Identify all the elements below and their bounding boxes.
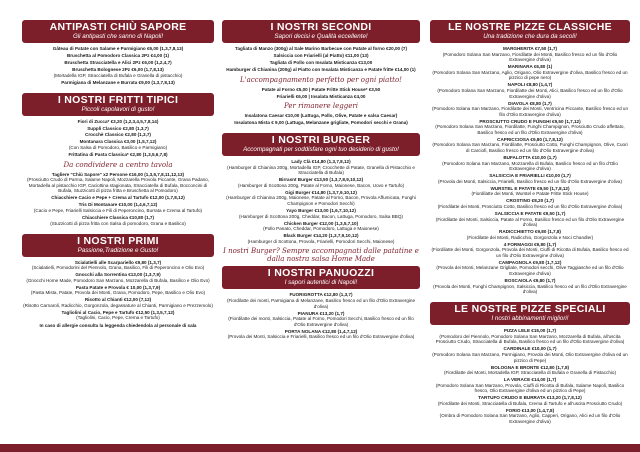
menu-item-description: (Hamburger di Scottona 200g, Cheddar, Bacon, Lattuga, Pomodoro, Salsa BBQ) [239,213,403,219]
menu-item-name: Tagliata di Manzo (300g) al Sale Marino Barbecue con Patate al forno €20,00 (7) [235,46,407,51]
menu-item-name: PORTA NOLANA €12,80 (1,4,7,12) [284,328,358,334]
menu-item-description: (Fiordilatte dei monti, Salsiccia, Patate al Forno, Pomodori Secchi, Basilico fresco ed un filo d'Olio Extravergine d'oliva) [228,316,414,327]
menu-item [22,202,214,213]
menu-item-name: TARTUFO CRUDO E BURRATA €13,20 (1,7,8,12) [478,395,582,401]
classiche-title: LE NOSTRE PIZZE CLASSICHE [448,21,612,33]
classiche-list [430,46,630,295]
secondi-header [222,20,420,43]
menu-item-description: (Prosciutto Crudo di Parma, Salame Napoli, Mozzarella Provola Piccante, Grana Padano, Mortadella al pistacchio IGP, Caciottina stagionata, Stracciatella di Bufala, Bocconcini di Bufala, Stuzzicotti di pizza fritta e Bruschetta al Pomodoro) [26,177,210,194]
menu-item-description: (Pomodoro Solana San Marzano, Fiordilatte dei Monti, Ventricina Piccante, Basilico fresco ed un filo d'Olio Extravergine d'oliva) [431,106,629,117]
menu-item [430,101,630,118]
menu-item [222,120,420,126]
menu-item-name: Lady Clà €14,80 (1,3,7,8,12) [291,159,351,165]
menu-item-description: (Fiordilatte dei Monti, Gorgonzola, Provola dei Monti, Ciuffi di Ricotta di Bufala, Basilico fresco ed un filo d'Olio Extravergine d'oliva) [431,247,629,258]
menu-item-name: CAMPAGNOLA €9,80 (1,7,12) [498,259,562,265]
menu-item-description: (Pomodoro Solana San Marzano, Aglio, Origano, Olio Extravergine d'oliva, Basilico fresco ed un pizzico di pepe nero) [432,69,628,81]
secondi-title: I NOSTRI SECONDI [270,21,372,33]
antipasti-subtitle: Gli antipasti che sanno di Napoli! [72,33,164,40]
menu-item-name: SALSICCIA E PATATE €9,50 (1,7) [494,210,566,216]
menu-item-name: SALSICCIA E FRIARIELLI €10,00 (1,7) [489,173,571,179]
menu-item-name: Chiacchiere Cacio e Pepe + Crema al Tartufo €12,00 (1,7,8,12) [51,195,185,201]
menu-item-name: Birrasnt Burger €13,50 (1,3,7,8,9,10,12) [278,177,364,183]
fritti-subtitle: Piccoli capolavori di gusto! [81,105,155,113]
menu-item [222,53,420,59]
menu-item-name: BUFALOTTA €10,00 (1,7) [503,155,557,161]
fritti-header [22,93,214,116]
menu-item-description: (Fiordilatte dei Monti, Stracciatella di Bufala, Crema di Tartufo e all'uscita Prosciutto Crudo) [437,400,623,406]
menu-item-name: Montanara Classica €3,00 (1,5,7,12) [79,139,157,145]
menu-item-name: Gnocchi alla Sorrentina €13,00 (1,3,7,9) [75,272,161,278]
menu-item [430,198,630,209]
menu-item-name: Yayo Burger €13,00 (1,6,7,10,12) [286,208,356,214]
menu-item-description: (Cacio e Pepe, Friarielli Salsiccia e Fili di Peperoncino, Burrata e Crema al Tartufo) [33,207,203,213]
menu-item-description: (Provola dei Monti, Salsiccia e Friarielli, Basilico fresco ed un filo d'Olio Extravergine d'oliva) [227,334,415,340]
menu-item-name: Insalatona Caesar €10,00 (Lattuga, Pollo, Olive, Patate e salsa Caesar) [244,113,398,119]
menu-item [222,46,420,52]
menu-item-name: Black Burger €14,20 (1,3,7,9,10,12) [283,233,359,239]
menu-item [430,328,630,345]
menu-item-name: Supplì Classico €2,80 (1,3,7) [87,125,149,131]
panuozzi-subtitle: I sapori autentici di Napoli! [284,279,358,287]
menu-item-name: WURSTEL E PATATE €9,50 (1,7,8,12) [490,185,570,191]
menu-item-description: (Ombra di Pomodoro Solana San Marzano, Aglio, Capperi, Origano, Alici ed un filo d'Olio Extravergine d'oliva) [439,413,621,425]
menu-item [430,46,630,63]
menu-item-description: (Pomodoro del Piennolo, Pomodoro Solana San Marzano, Mozzarella di Bufala, all'uscita Prosciutto Crudo, Stracciatella di Bufala, Basilico fresco ed un filo d'Olio Extravergine d'oliva) [435,333,625,345]
panuozzi-header [222,266,420,289]
menu-item-name: MARGHERITA €7,50 (1,7) [502,46,558,51]
menu-item-description: (Fiordilatte dei Monti, Salsiccia, Patate al Forno, Basilico fresco ed un filo d'Olio Extravergine d'oliva) [435,216,625,228]
menu-item-description: (Pasta Mista, Patate, Provola dei Monti, Grana, Pomodoro, Pepe, Basilico e Olio Evo) [30,290,206,296]
antipasti-title: ANTIPASTI CHIÙ SAPORE [49,21,187,33]
panuozzi-list [222,292,420,340]
column-left [22,20,214,328]
menu-item-name: BOLOGNA E BRONTE €12,80 (1,7,8) [490,364,570,370]
menu-item-name: BOSCAIOLA €9,80 (1,7) [504,278,556,284]
menu-item [222,60,420,66]
menu-item [222,67,420,73]
menu-item-description: (Stuzzicotti di pizza fritta con Salsa di pomodoro, Grana e Basilico) [50,220,186,226]
menu-item-name: Friarielli €6,00 | Insalata Misticanza €4,00 [276,93,366,99]
menu-item [22,152,214,158]
menu-item-name: NAPOLI €8,80 (1,4,7) [507,82,553,88]
menu-item-description: (Risotto Carnaroli, Radicchio, Gorgonzola, degassature al Chianti, Parmigiano e Prezzemolo) [23,302,213,308]
menu-item [430,119,630,136]
menu-item [430,155,630,172]
menu-item [430,64,630,81]
burger-list [222,159,420,244]
menu-item-name: Parmigiana di Melanzane e Burrata €9,00 (1,3,7,8,13) [61,79,175,85]
burger-header [222,133,420,156]
menu-item [22,195,214,201]
menu-item [22,46,214,52]
menu-item-name: Bruschetta Bolognese 2Pz €6,00 (1,7,8,13) [72,66,164,72]
menu-item-name: Frittatina di Pasta Classica* €2,80 (1,3,5,6,7,8) [68,152,168,158]
menu-item-name: Chiacchiere Classica €10,80 (1,7) [81,214,154,220]
menu-item [222,190,420,207]
menu-item-description: (Tagliolini, Cacio, Pepe, Crema e Tartufo) [76,315,160,321]
menu-item-description: (Provola dei Monti, Melanzane Grigliate, Pomodori secchi, Olive Taggiasche ed un filo d'Olio Extravergine d'oliva) [436,265,624,277]
primi-list [22,260,214,322]
burger-title: I NOSTRI BURGER [271,134,371,147]
menu-item [222,329,420,340]
sides-list [222,87,420,100]
menu-item-name: CARDINALE €10,00 (1,7) [503,346,557,352]
menu-item [222,233,420,244]
menu-item-name: MARINARA €6,80 (1) [507,64,553,70]
menu-item-description: (Fiordilatte dei monti, Parmigiana di Melanzane, Basilico fresco ed un filo d'Olio Extravergine d'oliva) [226,297,416,309]
menu-item [430,408,630,425]
menu-item-name: Patate al Forno €5,00 | Patate Fritte Stick House* €3,50 [261,86,381,92]
allergy-note: In caso di allergie consulta la leggenda chiedendola al personale di sala [39,323,197,329]
menu-item-name: Scialatielli alle Scarpariello €9,80 (1,3,7) [74,259,162,265]
menu-item [22,126,214,132]
column-center [222,20,420,341]
bottom-band [0,444,640,452]
menu-item-description: (Con Salsa di Pomodoro, Basilico e Parmigiano) [68,145,168,151]
menu-item-description: (Pomodoro Solana San Marzano, Fiordilatte, Prosciutto Cotto, Funghi Champignon, Olive, Cuori di Carciofi, Basilico fresco ed un filo d'Olio Extravergine d'oliva) [432,142,628,154]
menu-item [430,377,630,394]
speciali-subtitle: I nostri abbinamenti migliori! [491,315,569,323]
menu-item-name: Tris Di Montanare €10,00 (1,4,6,7,12) [78,202,158,208]
speciali-header [430,302,630,325]
classiche-header [430,20,630,43]
menu-item-name: Hamburger di Chianina (200g) al Piatto con Insalata Misticanza e Patate fritte €14,00 (1) [226,66,416,72]
menu-item-name: FORIO €13,00 (1,4,7,8) [505,407,555,413]
menu-item-description: (Hamburger di Chianina 200g, Mortadella IGP, Crocchette di Patate, Granella di Pistacchio e Stracciatella di Bufala) [227,164,415,176]
menu-item-description: (Hamburger di Chianina 200g, Maionese, Patate al Forno, Bacon, Provola Affumicata, Funghi Champignon e Pomodori Secchi) [226,195,416,207]
menu-item-name: Tagliolini al Cacio, Pepe e Tartufo €12,50 (1,3,5,7,12) [61,309,175,315]
menu-item [22,80,214,86]
menu-item [430,211,630,228]
menu-item-name: 4 FORMAGGI €9,80 (1,7) [503,241,557,247]
menu-item-name: PIZZA LELE €15,00 (1,7) [503,328,557,334]
fritti-list [22,119,214,158]
menu-item [430,242,630,259]
menu-item [222,311,420,328]
menu-item [22,215,214,226]
primi-title: I NOSTRI PRIMI [77,234,159,247]
menu-item-description: (Provola dei Monti, Funghi Champignon, Salsiccia, Basilico fresco ed un filo d'Olio Extravergine d'oliva) [433,283,627,295]
menu-item-name: RADICCHIETTO €9,80 (1,7,8) [499,229,561,235]
menu-item [222,94,420,100]
menu-item [222,177,420,188]
menu-item [430,186,630,197]
primi-header [22,234,214,257]
menu-item [430,173,630,184]
menu-item-description: (Pomodoro Solana San Marzano, Mozzarella di Bufala, Basilico fresco ed un filo d'Olio Extravergine d'oliva) [442,160,618,172]
menu-item [22,53,214,59]
secondi-list [222,46,420,73]
menu-item-description: (Pomodoro Solana San Marzano, Parmigiano, Provola dei Monti, Olio Extravergine d'oliva ed un pizzico di Pepe) [432,351,628,363]
column-right [430,20,630,426]
menu-item [430,346,630,363]
menu-item [430,137,630,154]
primi-subtitle: Passione,Tradizione e Gusto! [77,246,159,254]
menu-item-description: (Pomodoro Solana San Marzano, Provola, Ciuffi di Ricotta di Bufala, Salame Napoli, Basilico fresco, Olio Extravergine d'oliva ed un pizzico di Pepe) [435,382,625,394]
menu-item-name: Bruschetta Stracciatella e Alici 2Pz €6,00 (1,2,4,7) [64,59,172,65]
menu-item-name: Crocchè Classico €2,80 (1,3,7) [85,132,151,138]
menu-item-name: CROSTINO €8,20 (1,7) [506,198,554,204]
fritti-title: I NOSTRI FRITTI TIPICI [57,93,179,106]
burger-script: I nostri Burger? Sempre accompagnati dalle patatine e dalla nostra salsa Home Made [223,247,419,264]
menu-item [22,60,214,66]
share-list [22,172,214,227]
share-script-heading: Da condividere a centro tavola [63,160,173,169]
menu-item [222,159,420,176]
menu-item-name: Salsiccia con Friarielli (al Piatto) €11,00 (13) [273,52,369,58]
menu-item-name: Chicken Burger €12,00 (1,3,5,7,10) [283,220,359,226]
menu-item [430,365,630,376]
menu-item [430,260,630,277]
menu-item [430,278,630,295]
menu-item-description: (Gnocchi Home Made, Pomodoro San Marzano, Mozzarella di Bufala, Basilico e Olio Evo) [26,277,210,283]
menu-item [222,113,420,119]
menu-item-description: (Scialatielli, Pomodorini del Piennolo, Grana, Basilico, Fili di Peperoncino e Olio Evo) [31,265,205,271]
menu-item [22,67,214,78]
menu-item-name: FUORIGROTTA €12,80 (1,3,7) [289,292,353,298]
menu-item-name: Risotto al Chianti €12,00 (7,12) [84,297,152,303]
menu-item-name: DIAVOLA €8,80 (1,7) [508,100,552,106]
menu-item-name: PIANURA €13,20 (1,7) [297,310,345,316]
menu-item-name: PROSCIUTTO CRUDO E FUNGHI €9,50 (1,7,12) [479,118,581,124]
menu-item [430,395,630,406]
menu-item-description: (Pomodoro Solana San Marzano, Fiordilatte dei Monti, Alici, Basilico fresco ed un filo d'Olio Extravergine d'oliva) [437,87,623,99]
menu-item-name: Gâteau di Patate con Salame e Parmigiano €6,00 (1,3,7,8,13) [52,46,184,51]
classiche-subtitle: Una tradizione che dura da secoli! [483,33,577,40]
menu-item [22,285,214,296]
menu-item [222,87,420,93]
menu-item [22,139,214,150]
menu-item [430,82,630,99]
menu-item [22,132,214,138]
menu-item-name: Bruschetta al Pomodoro Classica 2Pz €4,00 (1) [66,52,170,58]
menu-item-description: (Provola dei Monti, Salsiccia, Friarielli, Basilico fresco ed un filo d'Olio Extravergine d'oliva) [437,178,623,184]
menu-item [22,272,214,283]
menu-item-description: (Pomodoro Solana San Marzano, Fiordilatte dei Monti, Basilico fresco ed un filo d'Olio Extravergine d'oliva) [442,51,618,63]
menu-item [22,297,214,308]
menu-item [22,260,214,271]
menu-item [22,172,214,194]
menu-item-description: (Hamburger di Scottona, Provola, Friarielli, Pomodori Secchi, Maionese) [247,238,395,244]
menu-item-description: (Pomodoro Solana San Marzano, Fiordilatte, Funghi Champignon, Prosciutto Crudo affettato, Basilico fresco ed un filo d'Olio Extravergine d'oliva) [435,124,625,135]
menu-item-name: CAPRICCIOSA €9,80 (1,7,8,12) [497,136,563,142]
menu-item-name: Tagliata di Pollo con Insalata Misticanza €13,00 [269,59,373,65]
panuozzi-title: I NOSTRI PANUOZZI [267,267,375,280]
menu-item-name: Gigi Burger €14,80 (1,3,7,9,10,12) [285,189,357,195]
menu-item [430,229,630,240]
menu-item-description: (Fiordilatte dei Monti, Radicchio, Gorgonzola e Noci Chandler) [466,234,594,240]
antipasti-header [22,20,214,43]
antipasti-list [22,46,214,85]
menu-item [22,119,214,125]
menu-item-name: Insalatona Mista € 9,00 (Lattuga, Melanzane grigliate, Pomodori secchi e Grana) [234,120,408,126]
menu-item [22,310,214,321]
menu-item [222,292,420,309]
speciali-title: LE NOSTRE PIZZE SPECIALI [454,303,606,316]
speciali-list [430,328,630,424]
menu-item-description: (Fiordilatte dei Monti, Mortadella IGP, Stracciatella di Bufala e Granella di Pistacchio) [443,370,616,376]
menu-item-name: Fiori di Zucca* €3,20 (1,2,3,4,5,7,8,14) [77,118,159,124]
menu-item-name: LA VERACE €14,00 (1,7) [503,377,557,383]
sides-script-heading: L'accompagnamento perfetto per ogni piatto! [240,75,402,84]
salads-list [222,113,420,126]
secondi-subtitle: Sapori decisi e Qualità eccellente! [274,33,368,40]
menu-item-name: Tagliere "Chiù Sapore" x2 Persone €16,00 (1,3,5,7,8,11,12,13) [51,171,185,177]
menu-item-description: (Fiordilatte dei Monti, Wurstel e Patate Fritte Stick House) [471,191,589,197]
menu-item-description: (Mortadella IGP, Stracciatella di Bufala e Granella di pistacchio) [53,72,183,78]
menu-item-description: (Hamburger di Scottona 200g, Patate al Forno, Maionese, Bacon, Uovo e Tartufo) [237,182,405,188]
menu-item-name: Pasta Patate e Provola € 10,00 (1,3,7,9) [75,284,161,290]
menu-item-description: (Pollo Panato, Cheddar, Pomodoro, Lattuga e Maionese) [263,226,379,232]
salads-script-heading: Per rimanere leggeri [284,102,358,111]
burger-subtitle: Accompagnati per soddisfare ogni tuo desiderio di gusto! [243,146,399,154]
menu-item-description: (Fiordilatte dei Monti, Prosciutto Cotto, Basilico fresco ed un filo d'Olio Extravergine d'oliva) [437,203,623,209]
menu-item [222,208,420,219]
menu-item [222,221,420,232]
